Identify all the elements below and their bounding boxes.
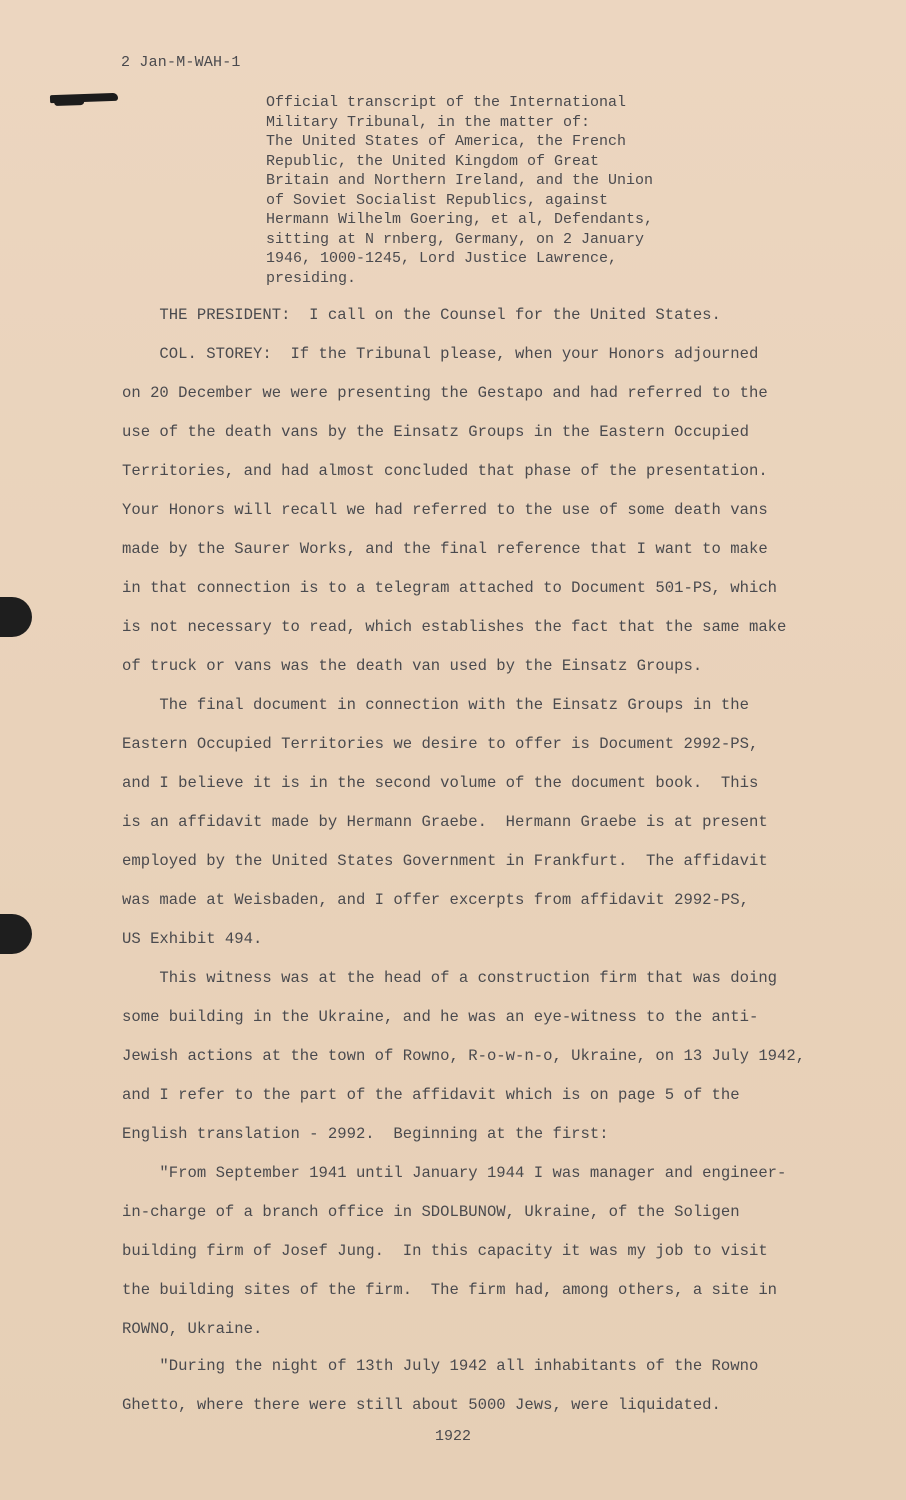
header-line: Britain and Northern Ireland, and the Union [266,172,654,189]
text-line: THE PRESIDENT: I call on the Counsel for the United States. [122,306,721,324]
affidavit-quote-paragraph-2 [122,1347,842,1425]
text-line: Territories, and had almost concluded that phase of the presentation. [122,462,768,480]
text-line: some building in the Ukraine, and he was an eye-witness to the anti- [122,1008,759,1026]
header-line: 1946, 1000-1245, Lord Justice Lawrence, [266,250,618,267]
header-line: sitting at N rnberg, Germany, on 2 January [266,230,645,248]
text-line: was made at Weisbaden, and I offer excerpts from affidavit 2992-PS, [122,891,749,909]
text-line: Eastern Occupied Territories we desire to offer is Document 2992-PS, [122,735,759,753]
text-line: The final document in connection with the Einsatz Groups in the [122,696,749,714]
text-line: and I refer to the part of the affidavit which is on page 5 of the [122,1086,740,1104]
president-statement [122,296,842,335]
text-line: and I believe it is in the second volume of the document book. This [122,774,759,792]
text-line: "From September 1941 until January 1944 I was manager and engineer- [122,1164,787,1182]
transcript-header [266,93,653,288]
text-line: building firm of Josef Jung. In this capacity it was my job to visit [122,1242,768,1260]
text-line: employed by the United States Government in Frankfurt. The affidavit [122,852,768,870]
header-line: Official transcript of the International [266,94,627,111]
text-line: ROWNO, Ukraine. [122,1320,263,1338]
text-line: US Exhibit 494. [122,930,263,948]
text-line: is an affidavit made by Hermann Graebe. Hermann Graebe is at present [122,813,768,831]
text-line: COL. STOREY: If the Tribunal please, when your Honors adjourned [122,345,759,363]
header-line: Republic, the United Kingdom of Great [266,152,600,170]
ink-mark [50,93,118,103]
punch-hole-upper [0,597,32,637]
text-line: English translation - 2992. Beginning at the first: [122,1125,609,1143]
header-line: Military Tribunal, in the matter of: [266,113,591,131]
text-line: in that connection is to a telegram attached to Document 501-PS, which [122,579,778,597]
storey-statement [122,335,842,686]
document-reference: 2 Jan-M-WAH-1 [121,54,241,71]
text-line: is not necessary to read, which establishes the fact that the same make [122,618,787,636]
text-line: the building sites of the firm. The firm had, among others, a site in [122,1281,778,1299]
text-line: on 20 December we were presenting the Gestapo and had referred to the [122,384,768,402]
text-line: Jewish actions at the town of Rowno, R-o-w-n-o, Ukraine, on 13 July 1942, [122,1047,806,1065]
header-line: The United States of America, the French [266,133,627,150]
text-line: use of the death vans by the Einsatz Groups in the Eastern Occupied [122,423,749,441]
text-line: Your Honors will recall we had referred to the use of some death vans [122,501,768,519]
text-line: This witness was at the head of a construction firm that was doing [122,969,778,987]
affidavit-quote-paragraph [122,1154,842,1349]
text-line: Ghetto, where there were still about 5000 Jews, were liquidated. [122,1396,721,1414]
text-line: "During the night of 13th July 1942 all inhabitants of the Rowno [122,1357,759,1375]
affidavit-intro-paragraph [122,686,842,959]
witness-paragraph [122,959,842,1154]
text-line: in-charge of a branch office in SDOLBUNOW, Ukraine, of the Soligen [122,1203,740,1221]
header-line: Hermann Wilhelm Goering, et al, Defendants, [266,211,654,228]
punch-hole-lower [0,914,32,954]
header-line: of Soviet Socialist Republics, against [266,191,609,209]
text-line: of truck or vans was the death van used by the Einsatz Groups. [122,657,703,675]
header-line: presiding. [266,269,357,287]
page-number: 1922 [434,1428,471,1445]
text-line: made by the Saurer Works, and the final reference that I want to make [122,540,768,558]
